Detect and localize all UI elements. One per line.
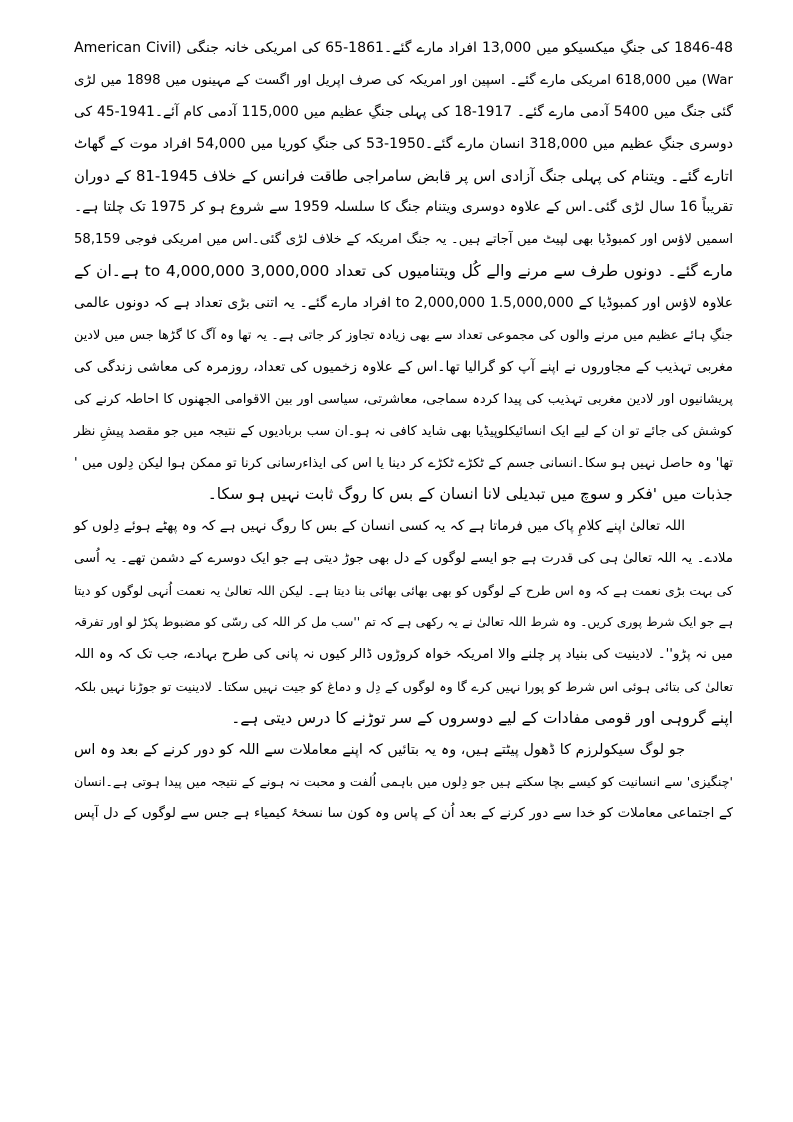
text-line: مارے گئے۔ دونوں طرف سے مرنے والے کُل ویتنامیوں کی تعداد 3,000,000 to 4,000,000 ہے۔ان کے (74, 262, 733, 281)
text-line: 1846-48 کی جنگِ میکسیکو میں 13,000 افراد مارے گئے۔1861-65 کی امریکی خانہ جنگی (American Civil (74, 40, 734, 56)
text-line: مغربی تہذیب کے مجاوروں نے اپنے آپ کو گرالیا تھا۔اس کے علاوہ زخمیوں کی تعداد، روزمرہ کی معاشی زندگی کی (74, 358, 733, 375)
text-line: پریشانیوں اور لادین مغربی تہذیب کی پیدا کردہ سماجی، معاشرتی، سیاسی اور بین الاقوامی الجھنوں کا احاطہ کرنے کی (74, 391, 733, 407)
text-line: دوسری جنگِ عظیم میں 318,000 انسان مارے گئے۔1950-53 کی جنگِ کوریا میں 54,000 افراد موت کے گھاٹ (74, 135, 733, 152)
text-line: جنگِ ہائے عظیم میں مرنے والوں کی مجموعی تعداد سے بھی زیادہ تجاوز کر جاتی ہے۔ یہ تھا وہ آگ کا گڑھا جس میں لادین (74, 328, 733, 344)
paragraph-2 (74, 511, 733, 734)
text-line: اللہ تعالیٰ اپنے کلامِ پاک میں فرماتا ہے کہ یہ کسی انسان کے بس کا روگ نہیں ہے کہ وہ پھٹے ہوئے دِلوں کو (74, 518, 685, 535)
document-body (74, 33, 733, 830)
text-line: War) میں 618,000 امریکی مارے گئے۔ اسپین اور امریکہ کی صرف اپریل اور اگست کے مہینوں میں 1898 میں لڑی (74, 72, 733, 88)
text-line: 'چنگیزی' سے انسانیت کو کیسے بچا سکتے ہیں جو دِلوں میں باہمی اُلفت و محبت نہ ہونے کے نتیجہ میں پیدا ہوتی ہے۔انسان (74, 774, 733, 790)
text-line: جو لوگ سیکولرزم کا ڈھول پیٹتے ہیں، وہ یہ بتائیں کہ اپنے معاملات سے اللہ کو دور کرنے کے بعد وہ اس (74, 741, 685, 758)
text-line: تعالیٰ کی بتائی ہوئی اس شرط کو پورا نہیں کرے گا وہ لوگوں کے دِل و دماغ کو جیت نہیں سکتا۔ لادینیت تو جوڑنا نہیں بلکہ (74, 678, 733, 694)
text-line: تھا' وہ حاصل نہیں ہو سکا۔انسانی جسم کے ٹکڑے ٹکڑے کر دینا یا اس کی ایذاءرسانی کرنا تو ممکن ہوا لیکن دِلوں میں ' (74, 455, 733, 471)
text-line: کی بہت بڑی نعمت ہے کہ وہ اس طرح کے لوگوں کو بھی بھائی بھائی بنا دیتا ہے۔ لیکن اللہ تعالیٰ یہ نعمت اُنہی لوگوں کو دیتا (74, 583, 733, 599)
text-line: کے اجتماعی معاملات کو خدا سے دور کرنے کے بعد اُن کے پاس وہ کون سا نسخۂ کیمیاء ہے جس سے لوگوں کے دل آپس (74, 806, 733, 822)
text-line: میں نہ پڑو''۔ لادینیت کی بنیاد پر چلنے والا امریکہ خواہ کروڑوں ڈالر کیوں نہ پانی کی طرح بہادے، جب تک کہ وہ اللہ (74, 646, 733, 662)
paragraph-3 (74, 735, 733, 831)
text-line: تقریباً 16 سال لڑی گئی۔اس کے علاوہ دوسری ویتنام جنگ کا سلسلہ 1959 سے شروع ہو کر 1975 تک چلتا ہے۔ (74, 199, 733, 216)
text-line: ہے جو ایک شرط پوری کریں۔ وہ شرط اللہ تعالیٰ نے یہ رکھی ہے کہ تم ''سب مل کر اللہ کی رسّی کو مضبوط پکڑ لو اور تفرقہ (74, 615, 733, 630)
text-line: ملادے۔ یہ اللہ تعالیٰ ہی کی قدرت ہے جو ایسے لوگوں کے دل بھی جوڑ دیتی ہے جو ایک دوسرے کے دشمن تھے۔ یہ اُسی (74, 551, 733, 567)
text-line: علاوہ لاؤس اور کمبوڈیا کے 1.5,000,000 to 2,000,000 افراد مارے گئے۔ یہ اتنی بڑی تعداد ہے کہ دونوں عالمی (74, 295, 733, 312)
text-line: جذبات میں 'فکر و سوچ میں تبدیلی لانا انسان کے بس کا روگ ثابت نہیں ہو سکا۔ (207, 485, 733, 504)
text-line: اتارے گئے۔ ویتنام کی پہلی جنگ آزادی اس پر قابض سامراجی طاقت فرانس کے خلاف 1945-81 کے دوران (74, 167, 733, 185)
text-line: کوشش کی جائے تو ان کے لیے ایک انسائیکلوپیڈیا بھی شاید کافی نہ ہو۔ان سب بربادیوں کے نتیجہ میں جو مقصد پیشِ نظر (74, 423, 733, 439)
text-line: گئی جنگ میں 5400 آدمی مارے گئے۔ 1917-18 کی پہلی جنگِ عظیم میں 115,000 آدمی کام آئے۔1941-45 کی (74, 103, 733, 120)
text-line: اسمیں لاؤس اور کمبوڈیا بھی لپیٹ میں آجاتے ہیں۔ یہ جنگ امریکہ کے خلاف لڑی گئی۔اس میں امریکی فوجی 58,159 (74, 232, 733, 248)
text-line: اپنے گروہی اور قومی مفادات کے لیے دوسروں کے سر توڑنے کا درس دیتی ہے۔ (231, 708, 733, 727)
paragraph-1 (74, 33, 733, 511)
